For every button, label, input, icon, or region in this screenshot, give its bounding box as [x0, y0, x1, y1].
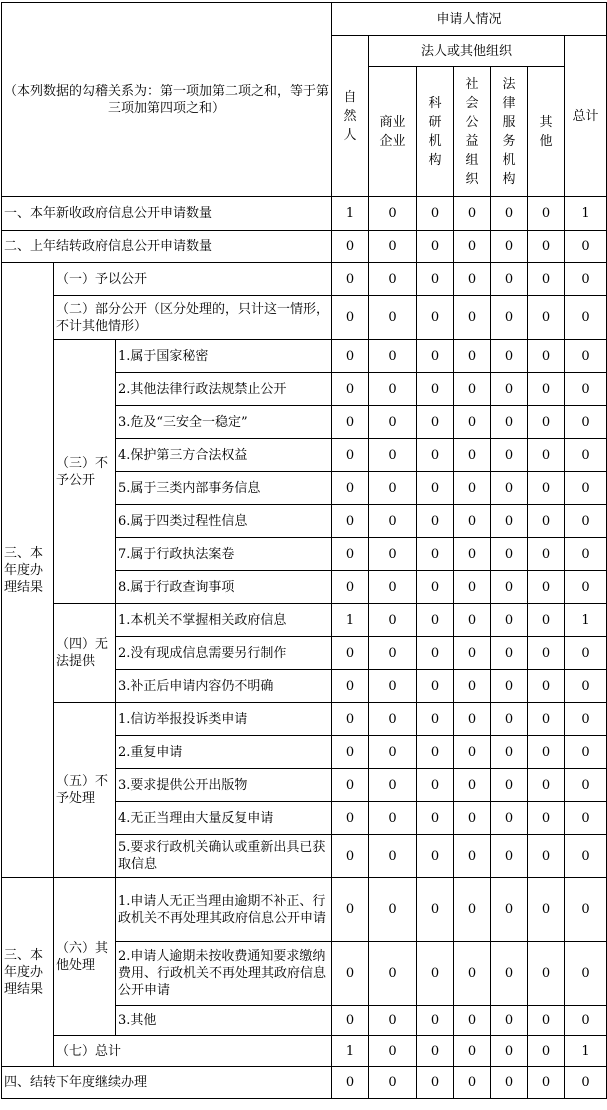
cell: 1	[332, 604, 369, 637]
cell: 1	[565, 197, 607, 231]
cell: 0	[565, 1006, 607, 1036]
cell: 0	[417, 835, 454, 878]
cell: 0	[454, 736, 491, 769]
cell: 0	[528, 263, 565, 296]
cell: 0	[528, 835, 565, 878]
cell: 0	[528, 604, 565, 637]
cell: 0	[332, 231, 369, 263]
row-label: 1.申请人无正当理由逾期不补正、行政机关不再处理其政府信息公开申请	[116, 878, 332, 942]
cell: 0	[565, 637, 607, 670]
header-commercial: 商业企业	[369, 67, 417, 197]
cell: 0	[417, 1006, 454, 1036]
cell: 0	[491, 835, 528, 878]
cell: 0	[528, 942, 565, 1006]
cell: 0	[332, 571, 369, 604]
cell: 0	[528, 571, 565, 604]
cell: 0	[565, 296, 607, 340]
table-row	[2, 604, 607, 637]
cell: 0	[332, 637, 369, 670]
row-label: 2.申请人逾期未按收费通知要求缴纳费用、行政机关不再处理其政府信息公开申请	[116, 942, 332, 1006]
cell: 0	[491, 439, 528, 472]
cell: 0	[491, 373, 528, 406]
cell: 0	[491, 296, 528, 340]
cell: 0	[491, 505, 528, 538]
row-label: 1.属于国家秘密	[116, 340, 332, 373]
cell: 0	[528, 703, 565, 736]
cell: 0	[454, 802, 491, 835]
cell: 0	[454, 538, 491, 571]
header-research: 科研机构	[417, 67, 454, 197]
cell: 0	[491, 406, 528, 439]
cell: 0	[369, 1067, 417, 1099]
cell: 0	[332, 942, 369, 1006]
cell: 0	[369, 373, 417, 406]
cell: 0	[565, 340, 607, 373]
row-label: （二）部分公开（区分处理的，只计这一情形，不计其他情形）	[54, 296, 332, 340]
cell: 0	[565, 1067, 607, 1099]
cell: 0	[565, 505, 607, 538]
cell: 0	[417, 1067, 454, 1099]
cell: 0	[332, 505, 369, 538]
cell: 0	[528, 340, 565, 373]
cell: 0	[332, 878, 369, 942]
cell: 0	[565, 373, 607, 406]
cell: 0	[528, 1067, 565, 1099]
table-row	[2, 1067, 607, 1099]
cell: 0	[528, 538, 565, 571]
row-label: 4.保护第三方合法权益	[116, 439, 332, 472]
cell: 0	[565, 472, 607, 505]
cell: 0	[332, 670, 369, 703]
row-label: 2.没有现成信息需要另行制作	[116, 637, 332, 670]
cell: 0	[369, 439, 417, 472]
cell: 0	[565, 736, 607, 769]
cell: 0	[454, 373, 491, 406]
cell: 0	[528, 802, 565, 835]
row-label: 2.重复申请	[116, 736, 332, 769]
row-label: 6.属于四类过程性信息	[116, 505, 332, 538]
cell: 0	[332, 802, 369, 835]
table-row	[2, 878, 607, 942]
cell: 0	[369, 637, 417, 670]
cell: 0	[454, 637, 491, 670]
cell: 0	[332, 263, 369, 296]
subgroup-label-other-processing: （六）其他处理	[54, 878, 116, 1036]
cell: 0	[454, 439, 491, 472]
cell: 0	[417, 769, 454, 802]
cell: 0	[491, 1006, 528, 1036]
row-label: 3.其他	[116, 1006, 332, 1036]
group-label-results: 三、本年度办理结果	[2, 263, 54, 878]
cell: 0	[454, 231, 491, 263]
table-row	[2, 340, 607, 373]
cell: 0	[369, 604, 417, 637]
cell: 0	[417, 197, 454, 231]
cell: 0	[528, 878, 565, 942]
cell: 0	[332, 736, 369, 769]
cell: 0	[528, 197, 565, 231]
cell: 0	[491, 769, 528, 802]
cell: 0	[454, 263, 491, 296]
cell: 0	[417, 571, 454, 604]
cell: 0	[528, 736, 565, 769]
row-label: 3.要求提供公开出版物	[116, 769, 332, 802]
cell: 0	[454, 571, 491, 604]
subgroup-label-not-disclosed: （三）不予公开	[54, 340, 116, 604]
cell: 0	[454, 769, 491, 802]
cell: 0	[417, 538, 454, 571]
cell: 0	[528, 505, 565, 538]
row-label: （一）予以公开	[54, 263, 332, 296]
cell: 0	[332, 835, 369, 878]
cell: 0	[417, 670, 454, 703]
cell: 0	[369, 703, 417, 736]
cell: 0	[369, 802, 417, 835]
table-row	[2, 1036, 607, 1067]
cell: 0	[332, 340, 369, 373]
cell: 0	[491, 231, 528, 263]
cell: 0	[417, 802, 454, 835]
cell: 0	[565, 703, 607, 736]
row-label: 5.属于三类内部事务信息	[116, 472, 332, 505]
cell: 0	[332, 439, 369, 472]
cell: 0	[332, 296, 369, 340]
subgroup-label-unable-to-provide: （四）无法提供	[54, 604, 116, 703]
cell: 0	[528, 472, 565, 505]
cell: 0	[332, 1006, 369, 1036]
cell: 0	[454, 1006, 491, 1036]
cell: 0	[369, 835, 417, 878]
row-label: 5.要求行政机关确认或重新出具已获取信息	[116, 835, 332, 878]
table-row	[2, 231, 607, 263]
cell: 0	[491, 637, 528, 670]
cell: 0	[491, 604, 528, 637]
row-label: 四、结转下年度继续办理	[2, 1067, 332, 1099]
cell: 0	[565, 802, 607, 835]
cell: 0	[528, 637, 565, 670]
row-label: 3.危及“三安全一稳定”	[116, 406, 332, 439]
cell: 0	[491, 703, 528, 736]
cell: 0	[528, 1006, 565, 1036]
cell: 0	[454, 505, 491, 538]
cell: 0	[565, 835, 607, 878]
cell: 0	[369, 878, 417, 942]
cell: 0	[417, 373, 454, 406]
row-label: 一、本年新收政府信息公开申请数量	[2, 197, 332, 231]
cell: 0	[332, 703, 369, 736]
cell: 0	[454, 670, 491, 703]
cell: 0	[454, 942, 491, 1006]
cell: 0	[565, 670, 607, 703]
cell: 0	[369, 1006, 417, 1036]
cell: 0	[417, 942, 454, 1006]
cell: 0	[565, 769, 607, 802]
cell: 0	[417, 604, 454, 637]
cell: 1	[332, 197, 369, 231]
cell: 0	[491, 1067, 528, 1099]
column-note: （本列数据的勾稽关系为：第一项加第二项之和，等于第三项加第四项之和）	[2, 3, 332, 197]
row-label: 4.无正当理由大量反复申请	[116, 802, 332, 835]
cell: 0	[417, 340, 454, 373]
cell: 0	[369, 538, 417, 571]
cell: 0	[454, 197, 491, 231]
cell: 0	[454, 1067, 491, 1099]
cell: 0	[528, 231, 565, 263]
cell: 0	[369, 472, 417, 505]
cell: 0	[491, 340, 528, 373]
row-label: 8.属于行政查询事项	[116, 571, 332, 604]
cell: 0	[332, 406, 369, 439]
cell: 0	[491, 571, 528, 604]
cell: 0	[369, 505, 417, 538]
table-row	[2, 263, 607, 296]
cell: 0	[491, 942, 528, 1006]
cell: 0	[417, 736, 454, 769]
cell: 0	[417, 296, 454, 340]
cell: 0	[369, 406, 417, 439]
cell: 0	[417, 406, 454, 439]
cell: 1	[332, 1036, 369, 1067]
cell: 0	[491, 538, 528, 571]
cell: 0	[417, 472, 454, 505]
cell: 0	[332, 538, 369, 571]
cell: 0	[454, 1036, 491, 1067]
cell: 0	[369, 736, 417, 769]
cell: 0	[565, 571, 607, 604]
cell: 0	[369, 571, 417, 604]
row-label: （七）总计	[54, 1036, 332, 1067]
cell: 0	[417, 439, 454, 472]
cell: 0	[528, 1036, 565, 1067]
cell: 0	[565, 942, 607, 1006]
cell: 0	[565, 538, 607, 571]
cell: 0	[369, 263, 417, 296]
header-total: 总计	[565, 36, 607, 197]
row-label: 1.信访举报投诉类申请	[116, 703, 332, 736]
row-label: 二、上年结转政府信息公开申请数量	[2, 231, 332, 263]
cell: 0	[417, 637, 454, 670]
header-other: 其他	[528, 67, 565, 197]
cell: 0	[417, 263, 454, 296]
cell: 0	[491, 802, 528, 835]
row-label: 3.补正后申请内容仍不明确	[116, 670, 332, 703]
cell: 0	[528, 296, 565, 340]
disclosure-table	[1, 2, 607, 1099]
header-social-welfare: 社会公益组织	[454, 67, 491, 197]
cell: 0	[454, 604, 491, 637]
cell: 0	[369, 670, 417, 703]
table-row	[2, 197, 607, 231]
cell: 0	[491, 472, 528, 505]
cell: 0	[332, 373, 369, 406]
cell: 0	[491, 736, 528, 769]
cell: 0	[417, 505, 454, 538]
cell: 0	[491, 878, 528, 942]
cell: 0	[454, 296, 491, 340]
cell: 0	[528, 670, 565, 703]
cell: 0	[491, 263, 528, 296]
header-applicant-situation: 申请人情况	[332, 3, 607, 36]
cell: 0	[332, 1067, 369, 1099]
cell: 0	[565, 406, 607, 439]
row-label: 7.属于行政执法案卷	[116, 538, 332, 571]
header-legal-service: 法律服务机构	[491, 67, 528, 197]
cell: 0	[417, 1036, 454, 1067]
table-row	[2, 703, 607, 736]
header-legal-org: 法人或其他组织	[369, 36, 565, 67]
cell: 0	[369, 197, 417, 231]
cell: 0	[528, 373, 565, 406]
header-natural-person: 自然人	[332, 36, 369, 197]
row-label: 1.本机关不掌握相关政府信息	[116, 604, 332, 637]
cell: 0	[528, 439, 565, 472]
cell: 0	[491, 197, 528, 231]
cell: 1	[565, 1036, 607, 1067]
cell: 0	[369, 769, 417, 802]
cell: 0	[454, 835, 491, 878]
cell: 0	[332, 769, 369, 802]
cell: 0	[454, 472, 491, 505]
cell: 0	[454, 703, 491, 736]
subgroup-label-not-processed: （五）不予处理	[54, 703, 116, 878]
cell: 0	[454, 878, 491, 942]
cell: 0	[565, 878, 607, 942]
cell: 0	[369, 231, 417, 263]
cell: 0	[454, 406, 491, 439]
cell: 0	[417, 878, 454, 942]
cell: 0	[454, 340, 491, 373]
cell: 0	[565, 231, 607, 263]
cell: 0	[369, 296, 417, 340]
row-label: 2.其他法律行政法规禁止公开	[116, 373, 332, 406]
cell: 0	[528, 406, 565, 439]
cell: 0	[369, 1036, 417, 1067]
cell: 0	[417, 231, 454, 263]
cell: 0	[565, 263, 607, 296]
cell: 0	[491, 1036, 528, 1067]
cell: 0	[565, 439, 607, 472]
group-label-results-continued: 三、本年度办理结果	[2, 878, 54, 1067]
cell: 0	[491, 670, 528, 703]
cell: 0	[332, 472, 369, 505]
cell: 0	[369, 340, 417, 373]
cell: 0	[417, 703, 454, 736]
table-row	[2, 296, 607, 340]
cell: 0	[528, 769, 565, 802]
cell: 1	[565, 604, 607, 637]
cell: 0	[369, 942, 417, 1006]
